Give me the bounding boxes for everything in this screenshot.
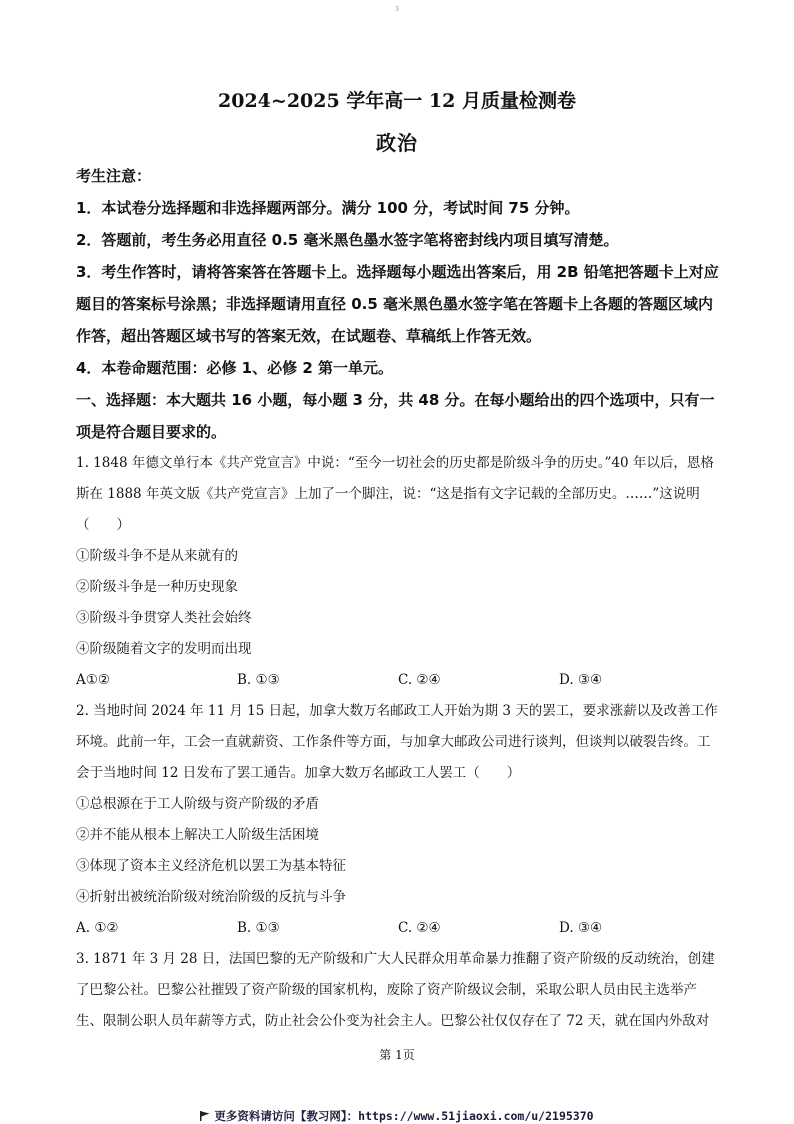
statement-option: ④折射出被统治阶级对统治阶级的反抗与斗争 [76,889,346,905]
question-1 [76,448,722,696]
choice-d: D. ③④ [559,672,603,688]
answer-choices [76,665,722,696]
exam-content [76,160,722,1037]
notice-item-4: 4．本卷命题范围：必修 1、必修 2 第一单元。 [76,359,393,377]
choice-b: B. ①③ [237,672,280,688]
page-number: 第 1页 [379,1048,415,1062]
choice-a: A. ①② [76,920,119,936]
statement-option: ③体现了资本主义经济危机以罢工为基本特征 [76,858,346,874]
choice-b: B. ①③ [237,920,280,936]
flag-icon [200,1111,210,1121]
choice-c: C. ②④ [398,920,441,936]
section-heading: 一、选择题：本大题共 16 小题，每小题 3 分，共 48 分。在每小题给出的四个选项中，只有一项是符合题目要求的。 [76,391,715,441]
choice-c: C. ②④ [398,672,441,688]
statement-option: ④阶级随着文字的发明而出现 [76,641,252,657]
statement-option: ①阶级斗争不是从来就有的 [76,548,238,564]
answer-choices [76,913,722,944]
question-stem: 2. 当地时间 2024 年 11 月 15 日起，加拿大数万名邮政工人开始为期 3 天的罢工，要求涨薪以及改善工作环境。此前一年，工会一直就薪资、工作条件等方面，与加拿大邮政公司进行谈判，但谈判以破裂告终。工会于当地时间 12 日发布了罢工通告。加拿大数万名邮政工人罢工（ ） [76,703,718,781]
choice-d: D. ③④ [559,920,603,936]
statement-option: ②阶级斗争是一种历史现象 [76,579,238,595]
notice-item-1: 1．本试卷分选择题和非选择题两部分。满分 100 分，考试时间 75 分钟。 [76,199,580,217]
statement-option: ②并不能从根本上解决工人阶级生活困境 [76,827,319,843]
notice-heading: 考生注意： [76,167,152,185]
page-title: 2024~2025 学年高一 12 月质量检测卷 [218,90,576,112]
promo-link[interactable]: 更多资料请访问【教习网】：https://www.51jiaoxi.com/u/2195370 [214,1109,594,1123]
top-mark: 3 [395,6,399,13]
statement-option: ①总根源在于工人阶级与资产阶级的矛盾 [76,796,319,812]
notice-item-3: 3．考生作答时，请将答案答在答题卡上。选择题每小题选出答案后，用 2B 铅笔把答题卡上对应题目的答案标号涂黑；非选择题请用直径 0.5 毫米黑色墨水签字笔在答题卡上各题的答题区域内作答，超出答题区域书写的答案无效，在试题卷、草稿纸上作答无效。 [76,263,719,345]
question-3 [76,944,722,1037]
promo-banner[interactable] [0,1108,794,1124]
choice-a: A①② [76,672,110,688]
candidate-notice [76,160,722,448]
subject-title: 政治 [376,131,418,155]
question-stem: 3. 1871 年 3 月 28 日，法国巴黎的无产阶级和广大人民群众用革命暴力推翻了资产阶级的反动统治，创建了巴黎公社。巴黎公社摧毁了资产阶级的国家机构，废除了资产阶级议会制，采取公职人员由民主选举产生、限制公职人员年薪等方式，防止社会公仆变为社会主人。巴黎公社仅仅存在了 72 天，就在国内外敌对 [76,951,715,1029]
question-stem: 1. 1848 年德文单行本《共产党宣言》中说：“至今一切社会的历史都是阶级斗争的历史。”40 年以后，恩格斯在 1888 年英文版《共产党宣言》上加了一个脚注，说：“这是指有文字记载的全部历史。……”这说明（ ） [76,455,714,533]
notice-item-2: 2．答题前，考生务必用直径 0.5 毫米黑色墨水签字笔将密封线内项目填写清楚。 [76,231,619,249]
statement-option: ③阶级斗争贯穿人类社会始终 [76,610,252,626]
question-2 [76,696,722,944]
